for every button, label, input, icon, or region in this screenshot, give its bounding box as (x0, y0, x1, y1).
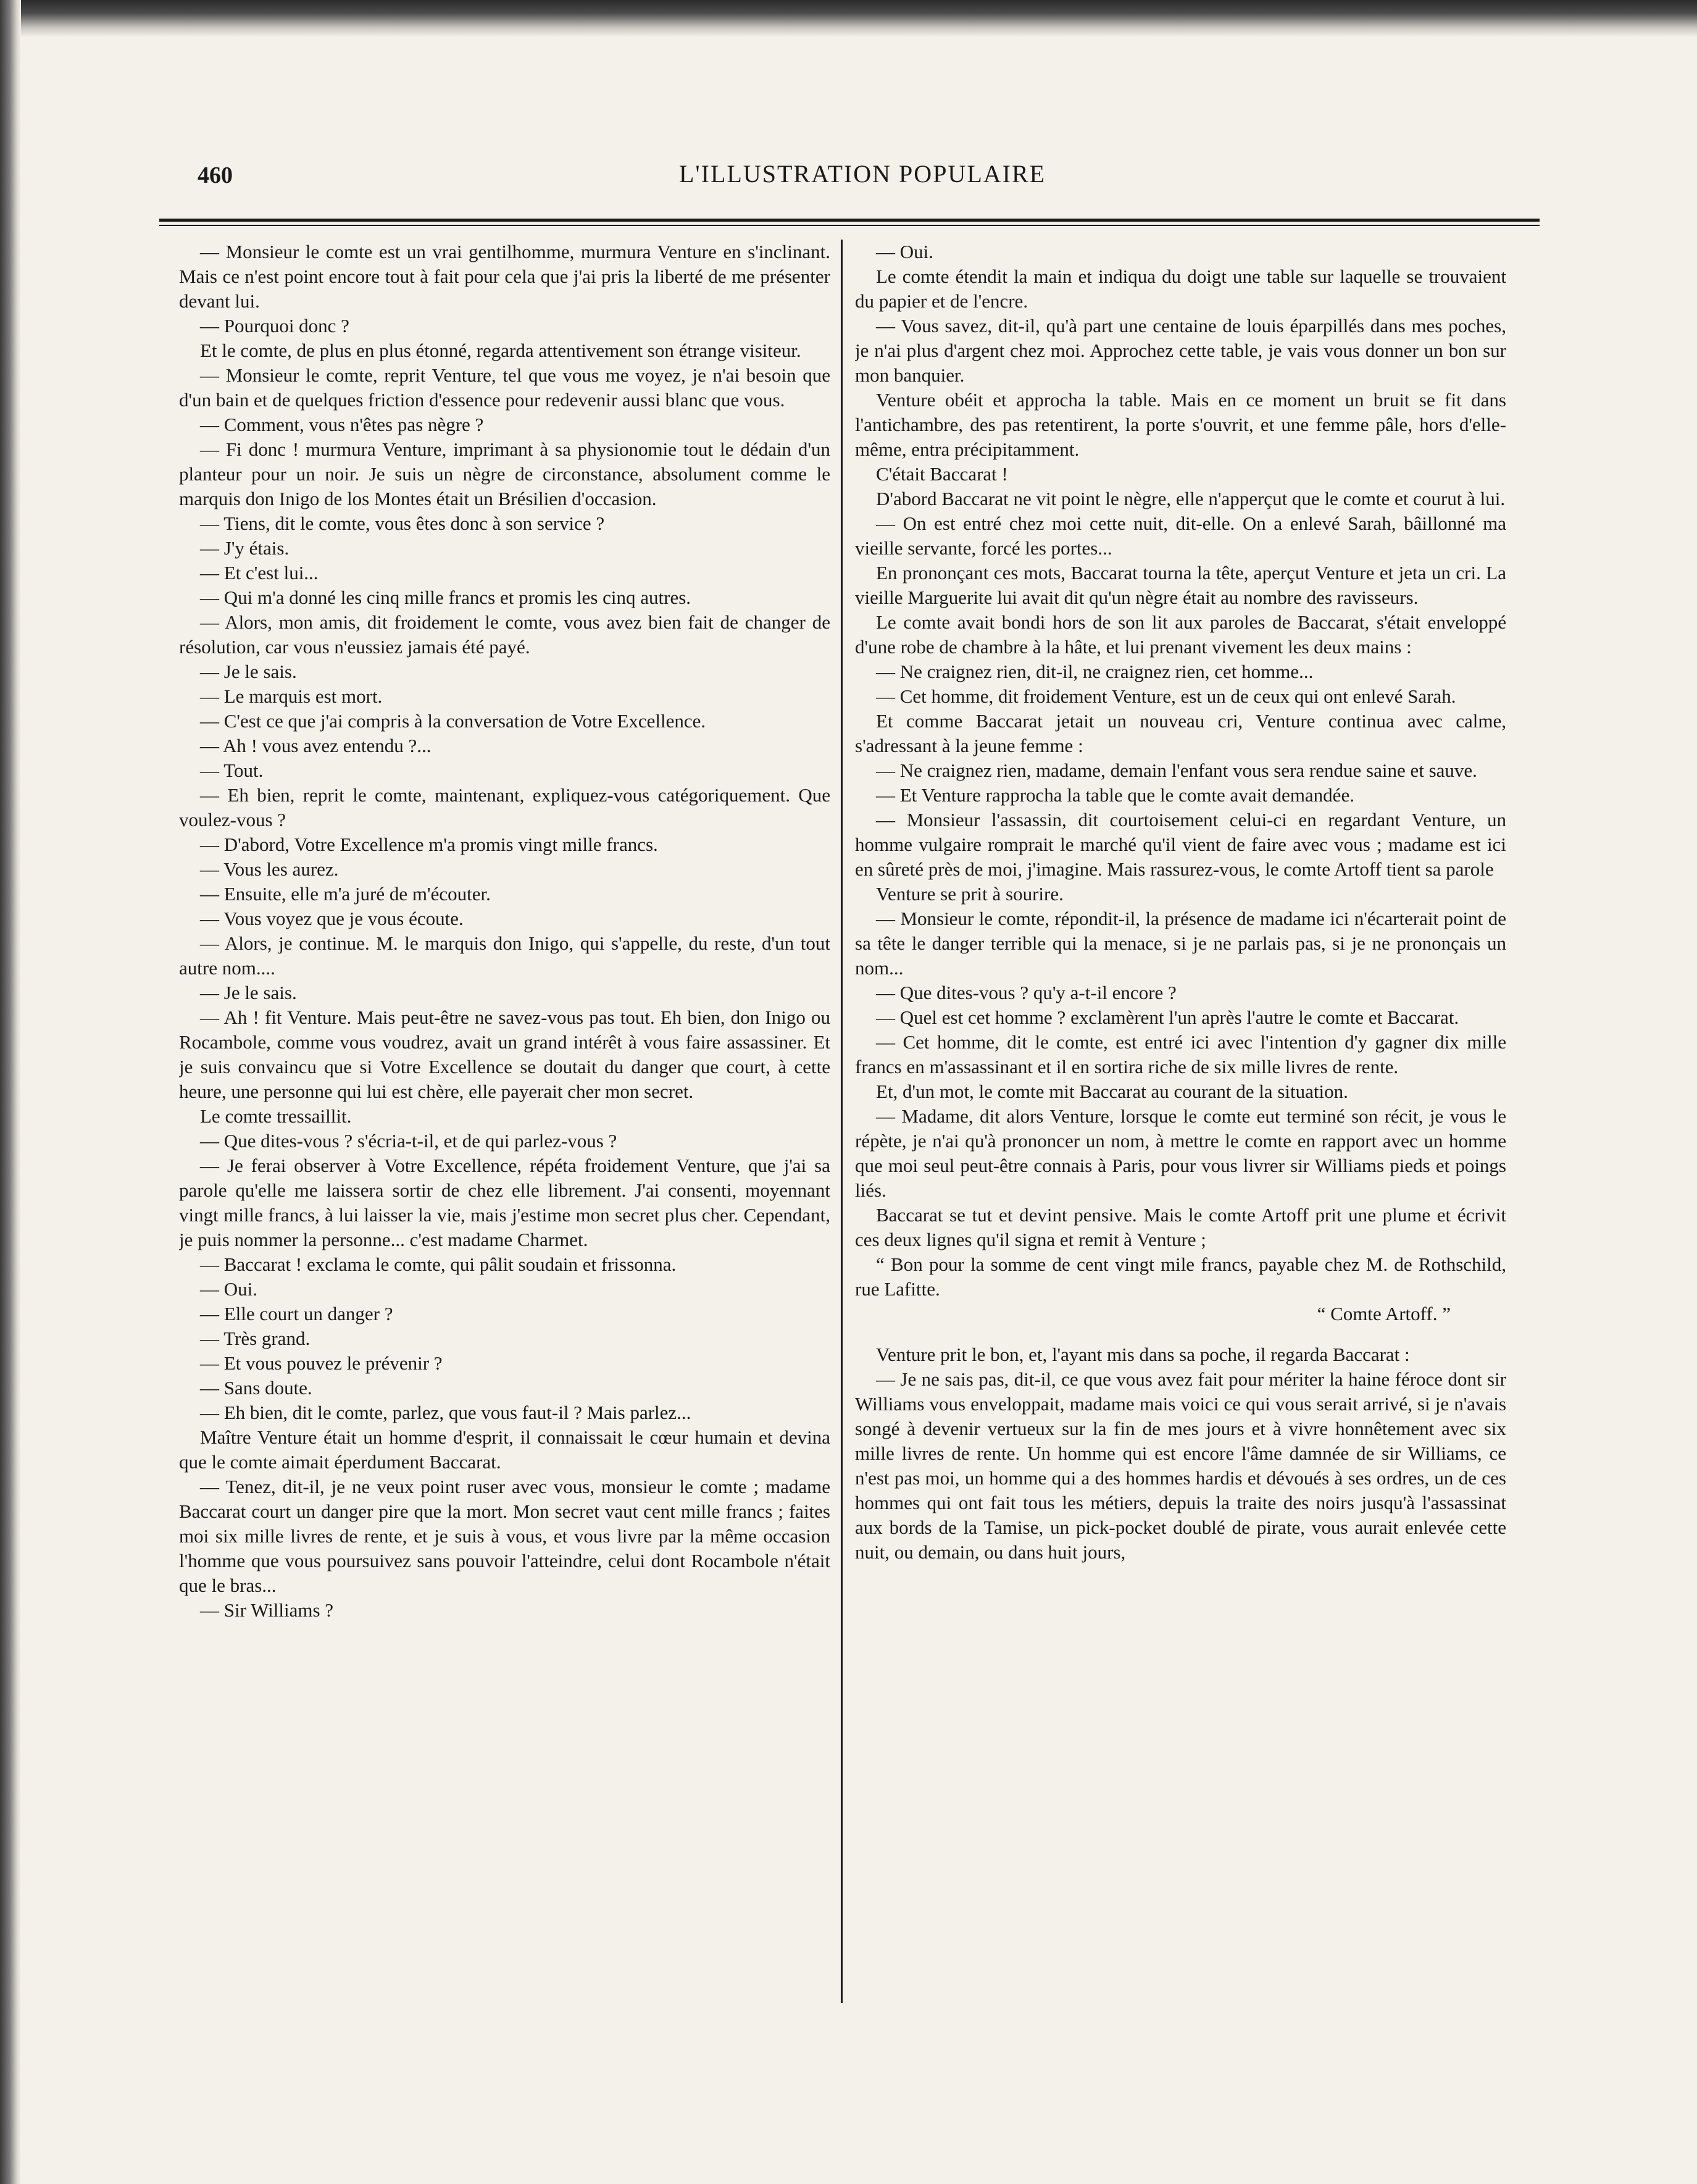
paragraph: — Monsieur le comte, répondit-il, la présence de madame ici n'écarterait point de sa tête le danger terrible qui la menace, si je ne parlais pas, si je ne prononçais un nom... (855, 908, 1506, 979)
paragraph: — Alors, mon amis, dit froidement le comte, vous avez bien fait de changer de résolution, car vous n'eussiez jamais été payé. (179, 611, 830, 658)
paragraph: — Que dites-vous ? s'écria-t-il, et de qui parlez-vous ? (200, 1130, 617, 1152)
paragraph: Et comme Baccarat jetait un nouveau cri, Venture continua avec calme, s'adressant à la jeune femme : (855, 710, 1506, 756)
paragraph: — Et c'est lui... (200, 562, 319, 584)
paragraph: C'était Baccarat ! (876, 463, 1008, 485)
paragraph: — Quel est cet homme ? exclamèrent l'un après l'autre le comte et Baccarat. (876, 1006, 1459, 1028)
scan-edge-top (0, 0, 1697, 37)
paragraph: — Cet homme, dit le comte, est entré ici avec l'intention d'y gagner dix mille francs en m'assassinant et il en sortira riche de six mille livres de rente. (855, 1031, 1506, 1077)
paragraph: Le comte étendit la main et indiqua du doigt une table sur laquelle se trouvaient du papier et de l'encre. (855, 266, 1506, 312)
paragraph: — Je le sais. (200, 982, 297, 1003)
paragraph: — Cet homme, dit froidement Venture, est un de ceux qui ont enlevé Sarah. (876, 685, 1456, 707)
paragraph: — Je ferai observer à Votre Excellence, répéta froidement Venture, que j'ai sa parole qu'elle me laissera sortir de chez elle librement. J'ai consenti, moyennant vingt mille francs, à lui laisser la vie, mais j'estime mon secret plus cher. Cependant, je puis nommer la personne... c'est madame Charmet. (179, 1155, 830, 1250)
paragraph: — Monsieur le comte est un vrai gentilhomme, murmura Venture en s'inclinant. Mais ce n'est point encore tout à fait pour cela que j'ai pris la liberté de me présenter devant lui. (179, 241, 830, 312)
paragraph: — Elle court un danger ? (200, 1303, 393, 1324)
paragraph: Maître Venture était un homme d'esprit, il connaissait le cœur humain et devina que le comte aimait éperdument Baccarat. (179, 1426, 830, 1473)
paragraph: — Ne craignez rien, dit-il, ne craignez rien, cet homme... (876, 661, 1314, 682)
paragraph: Et, d'un mot, le comte mit Baccarat au courant de la situation. (876, 1081, 1348, 1102)
paragraph: — Je le sais. (200, 661, 297, 682)
paragraph: Le comte avait bondi hors de son lit aux paroles de Baccarat, s'était enveloppé d'une robe de chambre à la hâte, et lui prenant vivement les deux mains : (855, 611, 1506, 658)
column-divider (841, 240, 843, 2003)
paragraph: Venture se prit à sourire. (876, 883, 1064, 905)
paragraph: — Très grand. (200, 1328, 311, 1349)
paragraph: — Pourquoi donc ? (200, 315, 349, 337)
paragraph: — Sir Williams ? (200, 1599, 334, 1621)
paragraph: “ Bon pour la somme de cent vingt mile francs, payable chez M. de Rothschild, rue Lafitte. (855, 1253, 1506, 1300)
paragraph: — Ah ! vous avez entendu ?... (200, 735, 432, 756)
paragraph: Et le comte, de plus en plus étonné, regarda attentivement son étrange visiteur. (200, 340, 801, 361)
paragraph: — Et vous pouvez le prévenir ? (200, 1352, 443, 1374)
paragraph: — Vous les aurez. (200, 858, 339, 880)
paragraph: — C'est ce que j'ai compris à la conversation de Votre Excellence. (200, 710, 706, 732)
paragraph: — Monsieur le comte, reprit Venture, tel que vous me voyez, je n'ai besoin que d'un bain et de quelques friction d'essence pour redevenir aussi blanc que vous. (179, 364, 830, 411)
paragraph: En prononçant ces mots, Baccarat tourna la tête, aperçut Venture et jeta un cri. La vieille Marguerite lui avait dit qu'un nègre était au nombre des ravisseurs. (855, 562, 1506, 608)
paragraph: — J'y étais. (200, 537, 290, 559)
paragraph: — Que dites-vous ? qu'y a-t-il encore ? (876, 982, 1177, 1003)
paragraph: Baccarat se tut et devint pensive. Mais le comte Artoff prit une plume et écrivit ces deux lignes qu'il signa et remit à Venture ; (855, 1204, 1506, 1250)
left-column (179, 240, 830, 2002)
paragraph: — Oui. (876, 241, 933, 262)
paragraph: — D'abord, Votre Excellence m'a promis vingt mille francs. (200, 834, 658, 855)
paragraph: — Tout. (200, 759, 264, 781)
scan-edge-left (0, 0, 21, 2184)
paragraph: Venture obéit et approcha la table. Mais en ce moment un bruit se fit dans l'antichambre, des pas retentirent, la porte s'ouvrit, et une femme pâle, hors d'elle-même, entra précipitamment. (855, 389, 1506, 460)
paragraph: Le comte tressaillit. (200, 1105, 352, 1127)
page-number: 460 (198, 162, 233, 188)
paragraph: — Ne craignez rien, madame, demain l'enfant vous sera rendue saine et sauve. (876, 759, 1477, 781)
right-column (855, 240, 1506, 2002)
paragraph: — Sans doute. (200, 1377, 312, 1399)
paragraph: — Qui m'a donné les cinq mille francs et promis les cinq autres. (200, 587, 691, 608)
paragraph: — Vous voyez que je vous écoute. (200, 908, 464, 929)
paragraph: — Fi donc ! murmura Venture, imprimant à sa physionomie tout le dédain d'un planteur pour un noir. Je suis un nègre de circonstance, absolument comme le marquis don Inigo de los Montes était un Brésilien d'occasion. (179, 438, 830, 509)
paragraph: — Eh bien, dit le comte, parlez, que vous faut-il ? Mais parlez... (200, 1402, 691, 1423)
paragraph: — Ensuite, elle m'a juré de m'écouter. (200, 883, 491, 905)
paragraph: — Monsieur l'assassin, dit courtoisement celui-ci en regardant Venture, un homme vulgaire romprait le marché qu'il vient de faire avec vous ; madame est ici en sûreté près de moi, j'imagine. Mais rassurez-vous, le comte Artoff tient sa parole (855, 809, 1506, 880)
paragraph: — On est entré chez moi cette nuit, dit-elle. On a enlevé Sarah, bâillonné ma vieille servante, forcé les portes... (855, 513, 1506, 559)
paragraph: — Eh bien, reprit le comte, maintenant, expliquez-vous catégoriquement. Que voulez-vous ? (179, 784, 830, 831)
right-column-continuation (855, 1342, 1506, 1565)
paragraph: — Tenez, dit-il, je ne veux point ruser avec vous, monsieur le comte ; madame Baccarat court un danger pire que la mort. Mon secret vaut cent mille francs ; faites moi six mille livres de rente, et je suis à vous, et vous livre par la même occasion l'homme que vous poursuivez sans pouvoir l'atteindre, celui dont Rocambole n'était que le bras... (179, 1476, 830, 1596)
paragraph: Venture prit le bon, et, l'ayant mis dans sa poche, il regarda Baccarat : (876, 1344, 1410, 1365)
paragraph: — Baccarat ! exclama le comte, qui pâlit soudain et frissonna. (200, 1253, 677, 1275)
header-rule (159, 219, 1540, 222)
paragraph: — Tiens, dit le comte, vous êtes donc à son service ? (200, 513, 605, 534)
paragraph: — Le marquis est mort. (200, 685, 383, 707)
paragraph: — Ah ! fit Venture. Mais peut-être ne savez-vous pas tout. Eh bien, don Inigo ou Rocambole, comme vous voudrez, avait un grand intérêt à vous faire assassiner. Et je suis convaincu que si Votre Excellence se doutait du danger que court, à cette heure, une personne qui lui est chère, elle payerait cher mon secret. (179, 1006, 830, 1102)
paragraph: — Alors, je continue. M. le marquis don Inigo, qui s'appelle, du reste, d'un tout autre nom.... (179, 932, 830, 979)
paragraph: — Comment, vous n'êtes pas nègre ? (200, 414, 484, 435)
paragraph: — Oui. (200, 1278, 257, 1300)
paragraph: — Madame, dit alors Venture, lorsque le comte eut terminé son récit, je vous le répète, je n'ai qu'à prononcer un nom, à mettre le comte en rapport avec un homme que moi seul peut-être connais à Paris, pour vous livrer sir Williams pieds et poings liés. (855, 1105, 1506, 1201)
paragraph: — Et Venture rapprocha la table que le comte avait demandée. (876, 784, 1354, 806)
right-column-body (855, 240, 1506, 1302)
running-title: L'ILLUSTRATION POPULAIRE (679, 160, 1046, 188)
header-rule-thin (159, 225, 1540, 226)
paragraph: D'abord Baccarat ne vit point le nègre, elle n'apperçut que le comte et courut à lui. (876, 488, 1506, 509)
signature: “ Comte Artoff. ” (1317, 1303, 1451, 1324)
paragraph: — Je ne sais pas, dit-il, ce que vous avez fait pour mériter la haine féroce dont sir Williams vous enveloppait, madame mais voici ce qui vous serait arrivé, si je n'avais songé à devenir vertueux sur la fin de mes jours et à vivre honnêtement avec six mille livres de rente. Un homme qui est encore l'âme damnée de sir Williams, ce n'est pas moi, un homme qui a des hommes hardis et dévoués à ses ordres, un de ces hommes qui ont fait tous les métiers, depuis la traite des noirs jusqu'à l'assassinat aux bords de la Tamise, un pick-pocket doublé de pirate, vous aurait enlevée cette nuit, ou demain, ou dans huit jours, (855, 1368, 1506, 1563)
paragraph: — Vous savez, dit-il, qu'à part une centaine de louis éparpillés dans mes poches, je n'ai plus d'argent chez moi. Approchez cette table, je vais vous donner un bon sur mon banquier. (855, 315, 1506, 386)
